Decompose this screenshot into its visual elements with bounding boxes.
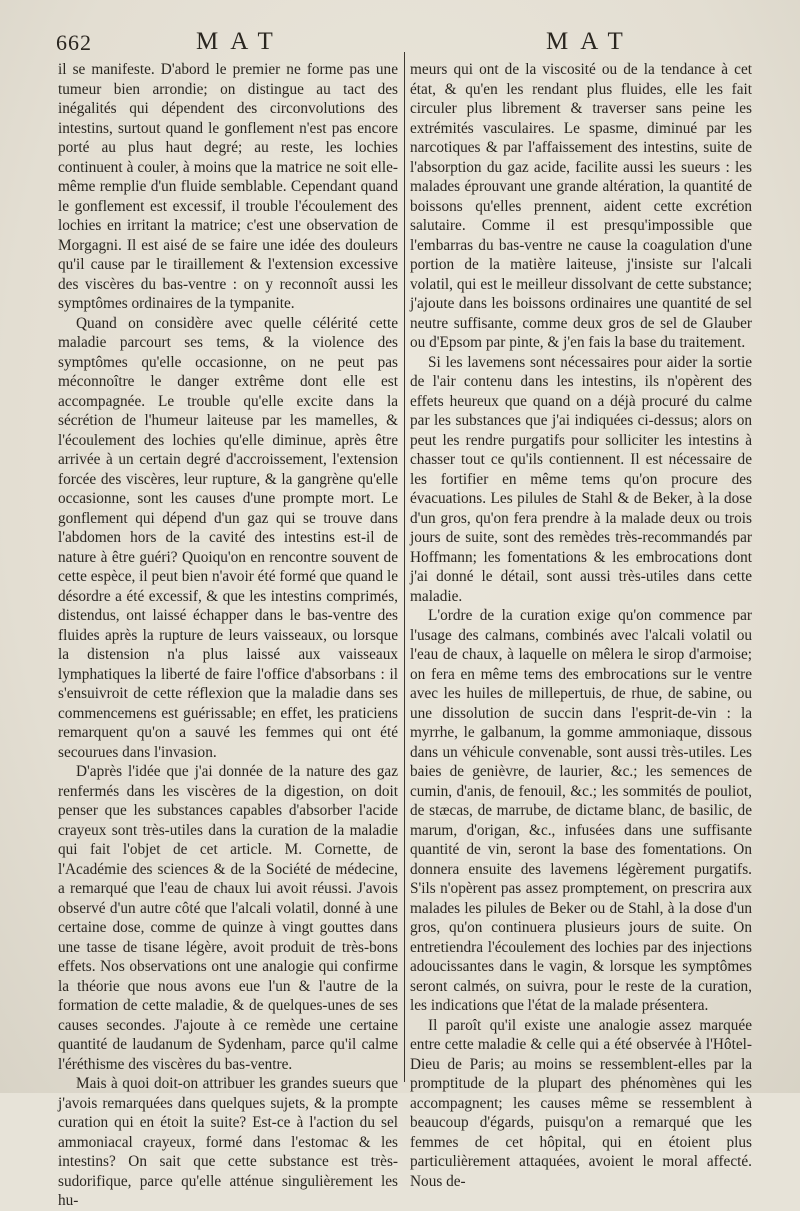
page-number: 662 — [56, 30, 92, 55]
page-header — [0, 22, 800, 58]
right-column — [410, 60, 752, 1190]
left-column — [58, 60, 398, 1209]
running-head-right: MAT — [546, 28, 635, 55]
paragraph: meurs qui ont de la viscosité ou de la tendance à cet état, & qu'en les rendant plus fluides, elle les fait circuler plus librement & traverser sans peine les extrémités vasculaires. Le spasme, diminué par les narcotiques & par l'affaissement des intestins, suite de l'absorption du gaz acide, facilite aussi les sueurs : les malades éprouvant une grande altération, la quantité de boissons qu'elles prennent, aident cette excrétion salutaire. Comme il est presqu'impossible que l'embarras du bas-ventre ne cause la coagulation d'une portion de la matière laiteuse, j'insiste sur l'alcali volatil, qui est le meilleur dissolvant de cette substance; j'ajoute dans les boissons ordinaires une quantité de sel neutre suffisante, comme deux gros de sel de Glauber ou d'Epsom par pinte, & j'en fais la base du traitement. — [410, 61, 752, 351]
paragraph: Si les lavemens sont nécessaires pour aider la sortie de l'air contenu dans les intestins, ils n'opèrent des effets heureux que quand on a déjà procuré du calme par les substances que j'ai indiquées ci-dessus; alors on peut les rendre purgatifs pour solliciter les intestins à chasser tout ce qu'ils contiennent. Il est nécessaire de les fortifier en même tems qu'on procure des évacuations. Les pilules de Stahl & de Beker, à la dose d'un gros, qu'on fera prendre à la malade deux ou trois jours de suite, sont des remèdes très-recommandés par Hoffmann; les fomentations & les embrocations dont j'ai donné le détail, sont aussi très-utiles dans cette maladie. — [410, 353, 752, 605]
paragraph: Quand on considère avec quelle célérité cette maladie parcourt ses tems, & la violence des symptômes qu'elle occasionne, on ne peut pas méconnoître le danger extrême dont elle est accompagnée. Le trouble qu'elle excite dans la sécrétion de l'humeur laiteuse par les mamelles, & l'écoulement des lochies qu'elle diminue, après être arrivée à un certain degré d'accroissement, l'extension forcée des viscères, leur rupture, & la gangrène qu'elle occasionne, sont les causes d'une prompte mort. Le gonflement qui dépend d'un gaz qui se trouve dans l'abdomen hors de la cavité des intestins est-il de nature à être guéri? Quoiqu'on en rencontre souvent de cette espèce, il peut bien n'avoir été formé que quand le désordre a été excessif, & que les intestins comprimés, distendus, ont laissé échapper dans le bas-ventre des fluides après la rupture de leurs vaisseaux, ou lorsque la distension n'a plus laissé aux vaisseaux lymphatiques la liberté de faire l'office d'absorbans : il s'ensuivroit de cette réflexion que la maladie dans ses commencemens est guérissable; en effet, les praticiens remarquent qu'on a sauvé les femmes qui ont été secourues dans l'invasion. — [58, 314, 398, 761]
running-head-left: MAT — [196, 28, 285, 55]
paragraph: D'après l'idée que j'ai donnée de la nature des gaz renfermés dans les viscères de la digestion, on doit penser que les substances capables d'absorber l'acide crayeux sont très-utiles dans la curation de la maladie qui fait l'objet de cet article. M. Cornette, de l'Académie des sciences & de la Société de médecine, a remarqué que l'eau de chaux lui avoit réussi. J'avois observé d'un autre côté que l'alcali volatil, donné à une certaine dose, comme de quinze à vingt gouttes dans une tasse de tisane légère, avoit produit de très-bons effets. Nos observations ont une analogie qui confirme la théorie que nous avons eue l'un & l'autre de la formation de cette maladie, & de quelques-unes de ses causes secondes. J'ajoute à ce remède une certaine quantité de laudanum de Sydenham, parce qu'il calme l'éréthisme des viscères du bas-ventre. — [58, 763, 398, 1073]
paragraph: il se manifeste. D'abord le premier ne forme pas une tumeur bien arrondie; on distingue au tact des inégalités qui dépendent des circonvolutions des intestins, surtout quand le gonflement n'est pas encore porté au plus haut degré; au reste, les lochies continuent à couler, à moins que la matrice ne soit elle-même remplie d'un fluide semblable. Cependant quand le gonflement est excessif, il trouble l'écoulement des lochies en irritant la matrice; c'est une observation de Morgagni. Il est aisé de se faire une idée des douleurs qu'il cause par le tiraillement & l'extension excessive des viscères du bas-ventre : on y reconnoît aussi les symptômes ordinaires de la tympanite. — [58, 61, 398, 312]
paragraph: Mais à quoi doit-on attribuer les grandes sueurs que j'avois remarquées dans quelques sujets, & la prompte curation qui en étoit la suite? Est-ce à l'action du sel ammoniacal crayeux, formé dans l'estomac & les intestins? On sait que cette substance est très-sudorifique, parce qu'elle atténue singulièrement les hu- — [58, 1075, 398, 1209]
paragraph: Il paroît qu'il existe une analogie assez marquée entre cette maladie & celle qui a été observée à l'Hôtel-Dieu de Paris; au moins se ressemblent-elles par la promptitude de la plupart des phénomènes qui les accompagnent; les causes même se ressemblent à beaucoup d'égards, puisqu'on a remarqué que les femmes de cet hôpital, qui en étoient plus particulièrement attaquées, avoient le moral affecté. Nous de- — [410, 1016, 752, 1190]
column-divider — [404, 52, 405, 1082]
paragraph: L'ordre de la curation exige qu'on commence par l'usage des calmans, combinés avec l'alcali volatil ou l'eau de chaux, à laquelle on mêlera le sirop d'armoise; on fera en même tems des embrocations sur le ventre avec les huiles de millepertuis, de rhue, de sabine, ou une dissolution de succin dans l'esprit-de-vin : la myrrhe, le galbanum, la gomme ammoniaque, dissous dans un véhicule convenable, sont aussi très-utiles. Les baies de genièvre, de laurier, &c.; les semences de cumin, d'anis, de fenouil, &c.; les sommités de pouliot, de stæcas, de marrube, de dictame blanc, de basilic, de marum, d'origan, &c., infusées dans une suffisante quantité de vin, seront la base des fomentations. On donnera ensuite des lavemens légèrement purgatifs. S'ils n'opèrent pas assez promptement, on prescrira aux malades les pilules de Beker ou de Stahl, à la dose d'un gros, qu'on continuera plusieurs jours de suite. On entretiendra l'écoulement des lochies par des injections adoucissantes dans le vagin, & lorsque les symptômes seront calmés, on suivra, pour le reste de la curation, les indications que l'état de la malade présentera. — [410, 607, 752, 1014]
